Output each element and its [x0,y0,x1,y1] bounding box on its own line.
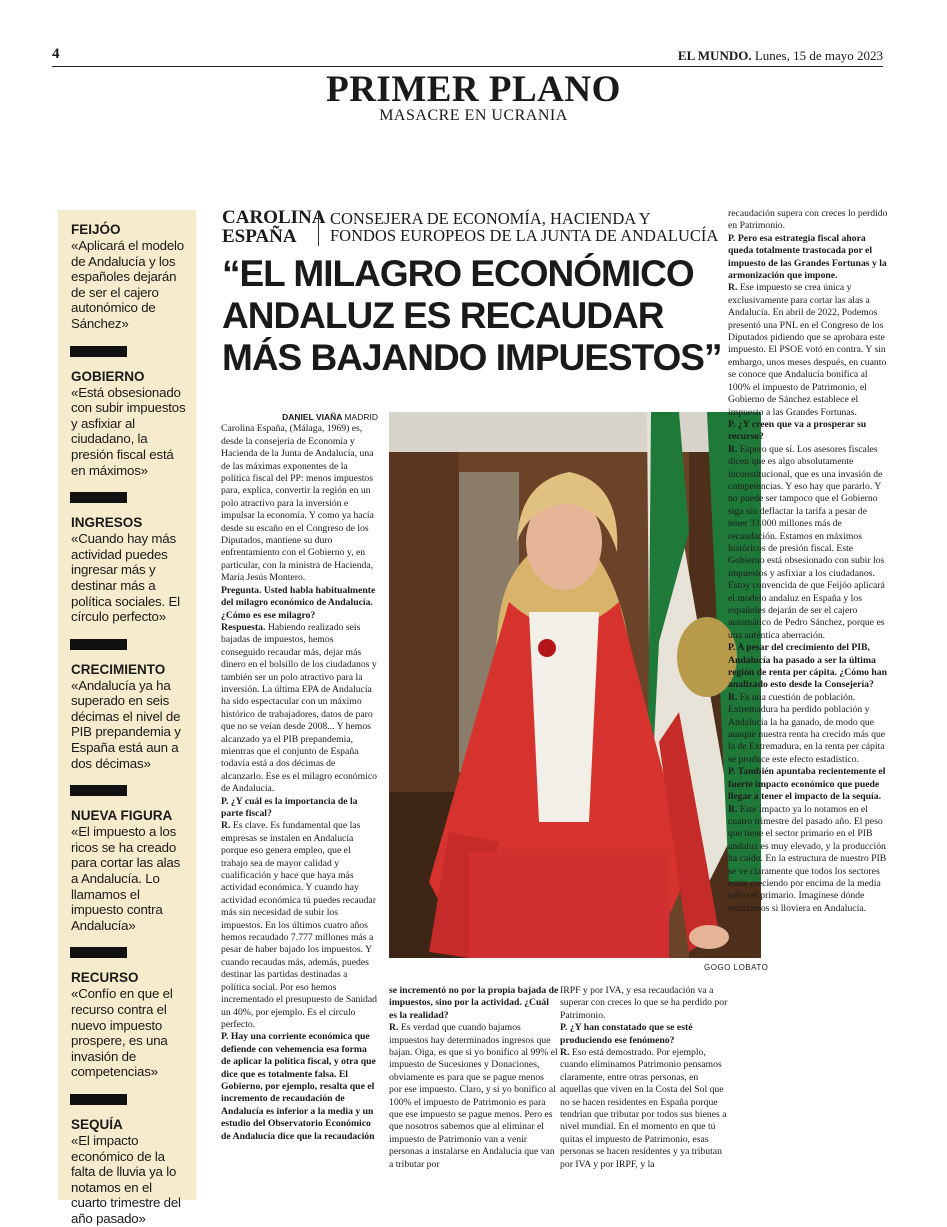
interviewee-first-name: CAROLINA [222,207,326,228]
answer: Respuesta. Habiendo realizado seis bajadas de impuestos, hemos conseguido recaudar más, dejar más dinero en el bolsillo de los ciudadanos y también ser un polo atractivo para la inversión. La última EPA de Andalucía ha sido espectacular con un máximo histórico de trabajadores, datos de paro que no se veían desde 2008... Y hemos alcanzado ya el PIB prepandemia, mientras que el conjunto de España todavía está a dos décimas de alcanzarlo. Ese es el milagro económico de Andalucía. [221,621,378,795]
question-continued: se incrementó no por la propia bajada de impuestos, sino por la actividad. ¿Cuál es la realidad? [389,985,559,1021]
question: P. A pesar del crecimiento del PIB, Andalucía ha pasado a ser la última región de renta per cápita. ¿Cómo han analizado esto desde la Consejería? [728,642,888,691]
sidebar-divider [70,346,127,357]
sidebar-item-quote: «Confío en que el recurso contra el nuevo impuesto prospere, es una invasión de competencias» [71,986,173,1080]
article-column-1 [221,411,378,1197]
question: Pregunta. Usted habla habitualmente del milagro económico de Andalucía. ¿Cómo es ese milagro? [221,584,376,621]
section-subtitle: MASACRE EN UCRANIA [379,107,568,124]
quotes-sidebar [58,210,196,1226]
sidebar-item [58,222,196,332]
sidebar-item [58,970,196,1080]
sidebar-item-quote: «Andalucía ya ha superado en seis décimas el nivel de PIB prepandemia y España está aun a dos décimas» [71,677,181,771]
article-column-3 [560,985,728,1197]
sidebar-item [58,515,196,625]
sidebar-divider [70,639,127,650]
answer: R. Este impacto ya lo notamos en el cuatro trimestre del pasado año. El peso que tiene el sector primario en el PIB andaluz es muy elevado, y la producción ha caído. En la estructura de nuestro PIB se ve claramente que todos los sectores están creciendo por encima de la media salvo el primario. Imagínese dónde estaríamos si lloviera en Andalucía. [728,803,887,914]
sidebar-item-quote: «Está obsesionado con subir impuestos y asfixiar al ciudadano, la presión fiscal está en máximos» [71,384,186,478]
answer: R. Es verdad que cuando bajamos impuestos hay determinados ingresos que bajan. Oiga, es que si yo bonifico al 99% el impuesto de Sucesiones y Donaciones, obviamente es para que se pague menos por ese impuesto. Claro, y si yo bonifico al 100% el impuesto de Patrimonio es para que ese impuesto se pague menos. Pero es que nosotros sabemos que al eliminar el impuesto de Patrimonio van a venir personas a instalarse en Andalucía que van a tributar por [389,1022,558,1170]
sidebar-item [58,662,196,772]
portrait-photo [389,412,761,958]
sidebar-item-quote: «Aplicará el modelo de Andalucía y los españoles dejarán de ser el cajero autonómico de Sánchez» [71,238,184,331]
question: P. ¿Y cuál es la importancia de la parte fiscal? [221,795,358,819]
headline: “EL MILAGRO ECONÓMICO ANDALUZ ES RECAUDAR MÁS BAJANDO IMPUESTOS” [222,253,722,378]
sidebar-item-title: INGRESOS [71,515,143,531]
question: P. También apuntaba recientemente el fuerte impacto económico que puede llegar a tener el impacto de la sequía. [728,766,886,803]
answer: R. Espero que sí. Los asesores fiscales dicen que es algo absolutamente inconstitucional, que es una invasión de competencias. Y eso hay que pararlo. Y no puede ser tampoco que el Gobierno siga sin deflactar la tarifa a pesar de tener 33.000 millones más de recaudación. Estamos en máximos históricos de presión fiscal. Este Gobierno está obsesionado con subir los impuestos y asfixiar a los ciudadanos. Estoy convencida de que Feijóo aplicará el modelo andaluz en España y los españoles dejarán de ser el cajero automático de Pedro Sánchez, porque es una auténtica aberración. [728,443,885,641]
question: P. ¿Y creen que va a prosperar su recurso? [728,418,867,443]
newspaper-name: EL MUNDO. [677,48,752,63]
sidebar-item-title: GOBIERNO [71,368,145,384]
answer: R. Ese impuesto se crea única y exclusivamente para cortar las alas a Andalucía. En abril de 2022, Podemos presentó una PNL en el Congreso de los Diputados pidiendo que se aprobara este impuesto. El PSOE votó en contra. Y sin embargo, unos meses después, en cuanto se conoce que Andalucía bonifica al 100% el impuesto de Patrimonio, el Gobierno de Sánchez establece el impuesto a las Grandes Fortunas. [728,282,887,418]
interviewee-name [222,208,325,246]
answer-continued: recaudación supera con creces lo perdido en Patrimonio. [728,208,888,232]
name-separator [318,212,319,246]
sidebar-divider [70,785,127,796]
issue-date: Lunes, 15 de mayo 2023 [754,48,883,63]
answer: R. Es una cuestión de población. Extremadura ha perdido población y Andalucía la ha ganado, de modo que aunque nuestra renta ha crecido más que la de Extremadura, en la renta per cápita se produce este efecto estadístico. [728,691,886,765]
photo-credit: GOGO LOBATO [704,963,769,972]
page-number: 4 [52,46,60,62]
sidebar-item-quote: «El impacto económico de la falta de lluvia ya lo notamos en el cuarto trimestre del año pasado» [71,1132,181,1226]
question: P. Hay una corriente económica que defiende con vehemencia esa forma de aplicar la política fiscal, y otra que dice que es totalmente falsa. El Gobierno, por ejemplo, resalta que el incremento de recaudación de Andalucía es inferior a la media y un estudio del Observatorio Económico de Andalucía dice que la recaudación [221,1031,376,1142]
article-column-2 [389,985,559,1197]
sidebar-item-title: RECURSO [71,970,139,986]
sidebar-item [58,808,196,933]
article-column-4 [728,208,888,1198]
header-rule [52,66,883,67]
portrait-illustration [389,412,761,958]
interviewee-role: CONSEJERA DE ECONOMÍA, HACIENDA Y FONDOS EUROPEOS DE LA JUNTA DE ANDALUCÍA [330,209,719,245]
answer: R. Es clave. Es fundamental que las empresas se instalen en Andalucía porque eso genera empleo, que el trabajo sea de mayor calidad y cualificación y hace que haya más actividad económica. Y cuando hay actividad económica tú puedes recaudar más sin necesidad de subir los impuestos. En los últimos cuatro años hemos recaudado 7.777 millones más a pesar de haber bajado los impuestos. Y cuando recaudas más, además, puedes destinar las partidas destinadas a política social. Por eso hemos incrementado el presupuesto de Sanidad un 40%, por ejemplo. Es el círculo perfecto. [221,820,378,1030]
byline-author: DANIEL VIAÑA [282,412,343,422]
question: P. ¿Y han constatado que se esté produciendo ese fenómeno? [560,1022,693,1046]
answer: R. Eso está demostrado. Por ejemplo, cuando eliminamos Patrimonio pensamos claramente, entre otras personas, en aquellas que viven en la Costa del Sol que no se hacen residentes en España porque tendrían que tributar por todos sus bienes a nivel mundial. En el momento en que tú quitas el impuesto de Patrimonio, esas personas se hacen residentes y ya tributan por IVA y por IRPF, y la [560,1047,727,1170]
sidebar-item [58,369,196,479]
interviewee-last-name: ESPAÑA [222,226,297,247]
sidebar-divider [70,492,127,503]
sidebar-item-title: FEIJÓO [71,222,121,237]
answer-continued: IRPF y por IVA, y esa recaudación va a superar con creces lo que se ha perdido por Patrimonio. [560,985,728,1021]
sidebar-item-title: NUEVA FIGURA [71,808,173,824]
sidebar-item [58,1117,196,1227]
sidebar-item-quote: «Cuando hay más actividad puedes ingresar más y destinar más a política sociales. El círculo perfecto» [71,531,180,625]
masthead-info [678,48,883,64]
question: P. Pero esa estrategia fiscal ahora queda totalmente trastocada por el impuesto de las Grandes Fortunas y la armonización que impone. [728,232,887,282]
byline [221,411,378,423]
intro-paragraph: Carolina España, (Málaga, 1969) es, desde la consejería de Economía y Hacienda de la Junta de Andalucía, una de las máximas exponentes de la política fiscal del PP: menos impuestos para, explica, convertir la región en un polo atractivo para la inversión e impulsar la economía. Y como ya hacía desde su escaño en el Congreso de los Diputados, mantiene su duro enfrentamiento con el Gobierno y, en particular, con la ministra de Hacienda, María Jesús Montero. [221,423,374,584]
sidebar-item-title: CRECIMIENTO [71,661,166,677]
byline-place: MADRID [344,412,378,422]
sidebar-item-quote: «El impuesto a los ricos se ha creado para cortar las alas a Andalucía. Lo llamamos el impuesto contra Andalucía» [71,824,181,933]
section-title: PRIMER PLANO [326,69,621,110]
sidebar-divider [70,947,127,958]
sidebar-divider [70,1094,127,1105]
sidebar-item-title: SEQUÍA [71,1116,123,1132]
